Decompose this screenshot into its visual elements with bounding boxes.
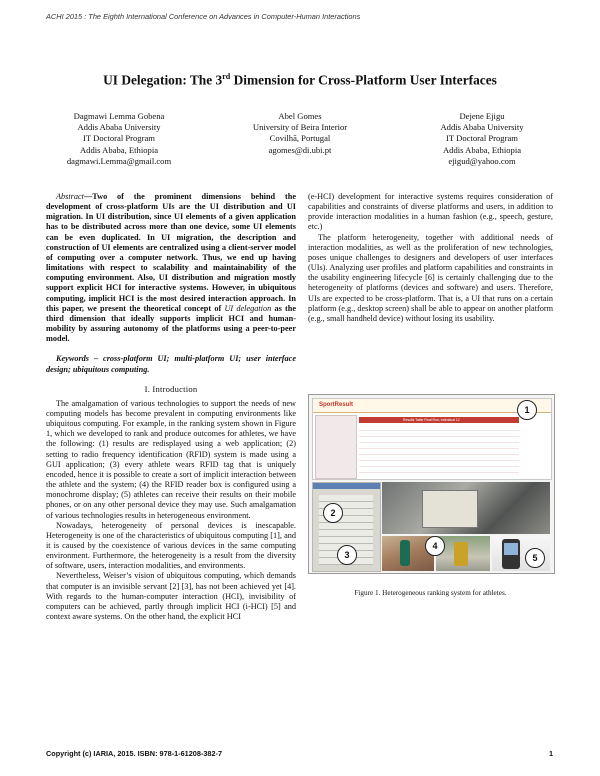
author-affiliation: Addis Ababa University — [440, 122, 524, 133]
abstract-tail: as the third dimension that ideally supports implicit HCI and human-mobility by assuring autonomy of the platforms using a peer-to-peer model. — [46, 303, 296, 344]
abstract-label: Abstract — [56, 192, 84, 201]
results-table-title: Results Table Final Run, Individual 12 — [403, 418, 460, 422]
section-heading: I. Introduction — [144, 383, 198, 394]
figure-badge-3: 3 — [337, 545, 357, 565]
title-main: UI Delegation: The 3 — [103, 72, 223, 88]
author-block-2 — [215, 111, 385, 156]
page-number: 1 — [549, 749, 554, 758]
title-superscript: rd — [222, 72, 231, 81]
author-email[interactable]: ejigud@yahoo.com — [448, 155, 516, 166]
app-sidebar — [315, 415, 357, 479]
author-name: Dagmawi Lemma Gobena — [73, 111, 165, 121]
rfid-reader-photo — [382, 482, 550, 534]
intro-paragraph-1: The amalgamation of various technologies to support the needs of new computing models has become prevalent in computing environments like ubiquitous computing. For example, in the ranking system shown in Figure 1, which we developed to rank and produce outcomes for athletes, we have the following: (1) results are redisplayed using a web application; (2) setting to radio frequency identification (RFID) system is made using a GUI application; (3) every athlete wears RFID tag that is uniquely encoded, hence it is possible to create a sort of implicit interaction between the athlete and the system; (4) the RFID reader box is configured using a monochrome display; (5) athletes can receive their results on their mobile phones, or on any other personal device they may use. Such amalgamation of various technologies results in heterogeneous environment. — [46, 398, 296, 520]
author-affiliation: Addis Ababa University — [77, 122, 161, 133]
author-program: Covilhã, Portugal — [269, 133, 331, 144]
running-header: ACHI 2015 : The Eighth International Conference on Advances in Computer-Human Interactions — [46, 12, 361, 21]
intro-paragraph-3: Nevertheless, Weiser’s vision of ubiquitous computing, which demands that computer is an invisible servant [2] [3], has not been achieved yet [4]. With regards to the human-computer interaction (HCI), invisibility of computers can be achieved, partly through implicit HCI (i-HCI) [5] and context aware systems. On the other hand, the explicit HCI — [46, 571, 296, 622]
web-application-screenshot — [312, 398, 552, 480]
author-email[interactable]: dagmawi.Lemma@gmail.com — [66, 155, 172, 166]
author-block-1 — [34, 111, 204, 167]
footer-copyright: Copyright (c) IARIA, 2015. ISBN: 978-1-61208-382-7 — [46, 749, 222, 758]
right-paragraph-1: (e-HCI) development for interactive systems requires consideration of capabilities and constraints of diverse platforms and users, in addition to provide interaction modalities in a human fashion (e.g., speech, gesture, etc.) — [308, 192, 553, 232]
abstract — [46, 192, 296, 344]
figure-badge-2: 2 — [323, 503, 343, 523]
figure-badge-1: 1 — [517, 400, 537, 420]
figure-badge-5: 5 — [525, 548, 545, 568]
figure-1 — [308, 394, 555, 574]
author-program: IT Doctoral Program — [446, 133, 518, 144]
keywords: Keywords – cross-platform UI; multi-platform UI; user interface design; ubiquitous computing. — [46, 354, 296, 374]
title-rest: Dimension for Cross-Platform User Interfaces — [230, 72, 497, 88]
figure-caption: Figure 1. Heterogeneous ranking system for athletes. — [354, 589, 507, 597]
paper-title — [0, 72, 600, 88]
author-city: Addis Ababa, Ethiopia — [442, 144, 522, 155]
author-email[interactable]: agomes@di.ubi.pt — [268, 144, 332, 155]
left-column — [46, 192, 296, 622]
abstract-emphasis: UI delegation — [224, 303, 272, 313]
author-program: IT Doctoral Program — [83, 133, 155, 144]
intro-paragraph-2: Nowadays, heterogeneity of personal devices is inescapable. Heterogeneity is one of the characteristics of ubiquitous computing [1], and it is caused by the coexistence of various devices in the same computing environment. Furthermore, the heterogeneity is a result from the diversity of software, users, interaction modalities, and environments. — [46, 520, 296, 571]
author-affiliation: University of Beira Interior — [252, 122, 348, 133]
author-name: Abel Gomes — [278, 111, 322, 121]
right-paragraph-2: The platform heterogeneity, together with additional needs of interaction modalities, as well as the proliferation of new technologies, poses unique challenges to designers and developers of user interfaces (UIs). Analyzing user profiles and platform capabilities and constraints in the usability engineering lifecycle [6] is certainly challenging due to the heterogeneity of platforms (devices and software) and users. Therefore, UIs are expected to be cross-platform. That is, a UI that runs on a certain platform (e.g., desktop screen) shall be able to appear on another platform (e.g., small handheld device) without losing its usability. — [308, 232, 553, 323]
app-logo: SportResult — [319, 402, 354, 408]
abstract-text: —Two of the prominent dimensions behind the development of cross-platform UIs are the UI distribution and UI migration. In UI distribution, since UI elements of a given application has to be distributed across more than one device, some UI elements can be even duplicated. In UI migration, the description and construction of UI elements are centralized using a client-server model of computing over a computer network. Thus, we end up having limitations with respect to scalability and maintainability of the computing environment. Also, UI distribution and migration mostly support explicit HCI for interactive systems. However, in ubiquitous computing, implicit HCI is the most desired interaction approach. In this paper, we present the theoretical concept of — [46, 192, 296, 313]
results-table-rows — [359, 425, 519, 475]
author-name: Dejene Ejigu — [459, 111, 505, 121]
figure-badge-4: 4 — [425, 536, 445, 556]
author-block-3 — [397, 111, 567, 167]
author-city: Addis Ababa, Ethiopia — [79, 144, 159, 155]
right-column — [308, 192, 553, 324]
